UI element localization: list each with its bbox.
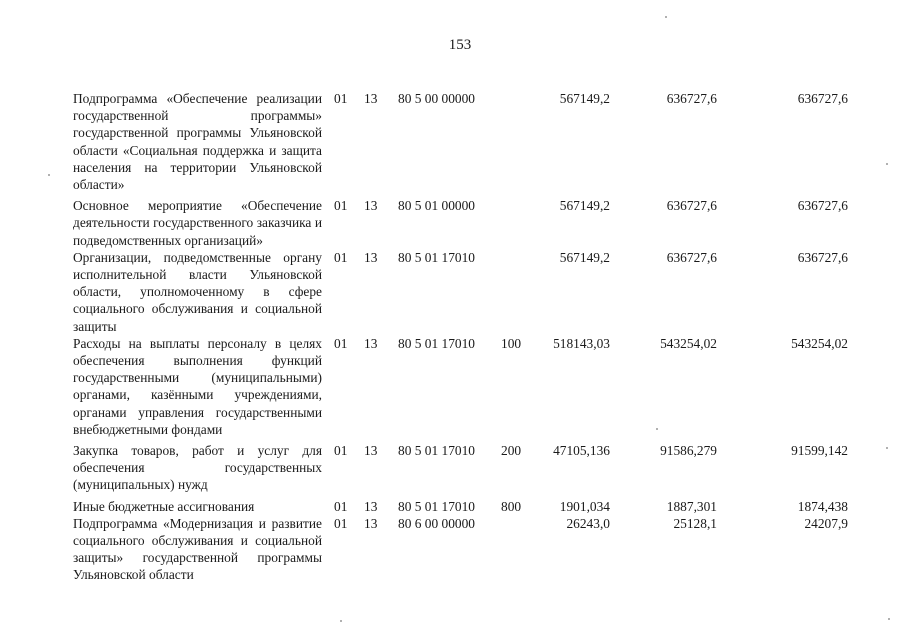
row-amount-year-2: 636727,6 bbox=[666, 249, 717, 265]
scan-speck bbox=[340, 620, 342, 622]
row-name: Организации, подведомственные органу исполнительной власти Ульяновской области, уполномоченному в сфере социального обслуживания и социальной защиты bbox=[73, 249, 322, 334]
table-row bbox=[73, 494, 858, 515]
row-section-code: 01 bbox=[334, 443, 348, 459]
row-amount-year-1: 567149,2 bbox=[559, 249, 610, 265]
row-target-article-code: 80 5 01 17010 bbox=[398, 335, 475, 351]
scan-speck bbox=[886, 163, 888, 165]
row-target-article-code: 80 5 01 17010 bbox=[398, 443, 475, 459]
row-name: Иные бюджетные ассигнования bbox=[73, 498, 255, 514]
row-name: Подпрограмма «Модернизация и развитие социального обслуживания и социальной защиты» государственной программы Ульяновской области bbox=[73, 515, 322, 583]
budget-table bbox=[73, 90, 858, 584]
scan-speck bbox=[886, 447, 888, 449]
row-name: Расходы на выплаты персоналу в целях обеспечения выполнения функций государственными (муниципальными) органами, казёнными учреждениями, органами управления государственными внебюджетными фондами bbox=[73, 335, 322, 437]
row-amount-year-1: 1901,034 bbox=[559, 498, 610, 514]
row-target-article-code: 80 5 00 00000 bbox=[398, 91, 475, 106]
table-row bbox=[73, 249, 858, 335]
row-subsection-code: 13 bbox=[364, 443, 378, 459]
row-amount-year-1: 518143,03 bbox=[553, 335, 610, 351]
row-amount-year-3: 636727,6 bbox=[797, 91, 848, 106]
row-expense-type-code: 200 bbox=[501, 443, 522, 459]
row-amount-year-3: 636727,6 bbox=[797, 249, 848, 265]
row-subsection-code: 13 bbox=[364, 498, 378, 514]
row-amount-year-3: 24207,9 bbox=[804, 515, 848, 531]
row-section-code: 01 bbox=[334, 335, 348, 351]
row-amount-year-3: 91599,142 bbox=[791, 443, 848, 459]
row-amount-year-1: 47105,136 bbox=[553, 443, 610, 459]
row-amount-year-1: 567149,2 bbox=[559, 198, 610, 214]
row-amount-year-1: 567149,2 bbox=[559, 91, 610, 106]
row-amount-year-3: 636727,6 bbox=[797, 198, 848, 214]
row-name: Закупка товаров, работ и услуг для обеспечения государственных (муниципальных) нужд bbox=[73, 443, 322, 493]
row-target-article-code: 80 5 01 17010 bbox=[398, 498, 475, 514]
scan-speck bbox=[665, 16, 667, 18]
row-amount-year-2: 543254,02 bbox=[660, 335, 717, 351]
row-subsection-code: 13 bbox=[364, 198, 378, 214]
row-target-article-code: 80 5 01 00000 bbox=[398, 198, 475, 214]
row-section-code: 01 bbox=[334, 91, 348, 106]
row-amount-year-2: 25128,1 bbox=[673, 515, 717, 531]
row-amount-year-1: 26243,0 bbox=[566, 515, 610, 531]
row-expense-type-code: 800 bbox=[501, 498, 522, 514]
row-expense-type-code bbox=[501, 90, 537, 193]
row-expense-type-code bbox=[501, 249, 537, 335]
scan-speck bbox=[888, 618, 890, 620]
row-name: Подпрограмма «Обеспечение реализации государственной программы» государственной программы Ульяновской области «Социальная поддержка и защита населения на территории Ульяновской области» bbox=[73, 91, 322, 193]
row-subsection-code: 13 bbox=[364, 91, 378, 106]
page-number: 153 bbox=[448, 37, 472, 53]
scan-speck bbox=[656, 428, 658, 430]
row-section-code: 01 bbox=[334, 515, 348, 531]
table-row bbox=[73, 90, 858, 193]
table-row bbox=[73, 438, 858, 494]
row-name: Основное мероприятие «Обеспечение деятельности государственного заказчика и подведомственных организаций» bbox=[73, 198, 322, 248]
table-row bbox=[73, 515, 858, 584]
row-subsection-code: 13 bbox=[364, 515, 378, 531]
row-section-code: 01 bbox=[334, 198, 348, 214]
scan-speck bbox=[48, 174, 50, 176]
row-amount-year-2: 1887,301 bbox=[666, 498, 717, 514]
row-amount-year-2: 636727,6 bbox=[666, 91, 717, 106]
row-expense-type-code bbox=[501, 515, 537, 584]
row-amount-year-2: 91586,279 bbox=[660, 443, 717, 459]
row-target-article-code: 80 6 00 00000 bbox=[398, 515, 475, 531]
row-target-article-code: 80 5 01 17010 bbox=[398, 249, 475, 265]
row-subsection-code: 13 bbox=[364, 249, 378, 265]
row-expense-type-code bbox=[501, 193, 537, 249]
row-section-code: 01 bbox=[334, 498, 348, 514]
row-subsection-code: 13 bbox=[364, 335, 378, 351]
table-row bbox=[73, 193, 858, 249]
table-row bbox=[73, 335, 858, 438]
row-section-code: 01 bbox=[334, 249, 348, 265]
row-amount-year-2: 636727,6 bbox=[666, 198, 717, 214]
row-amount-year-3: 1874,438 bbox=[797, 498, 848, 514]
row-amount-year-3: 543254,02 bbox=[791, 335, 848, 351]
row-expense-type-code: 100 bbox=[501, 335, 522, 351]
